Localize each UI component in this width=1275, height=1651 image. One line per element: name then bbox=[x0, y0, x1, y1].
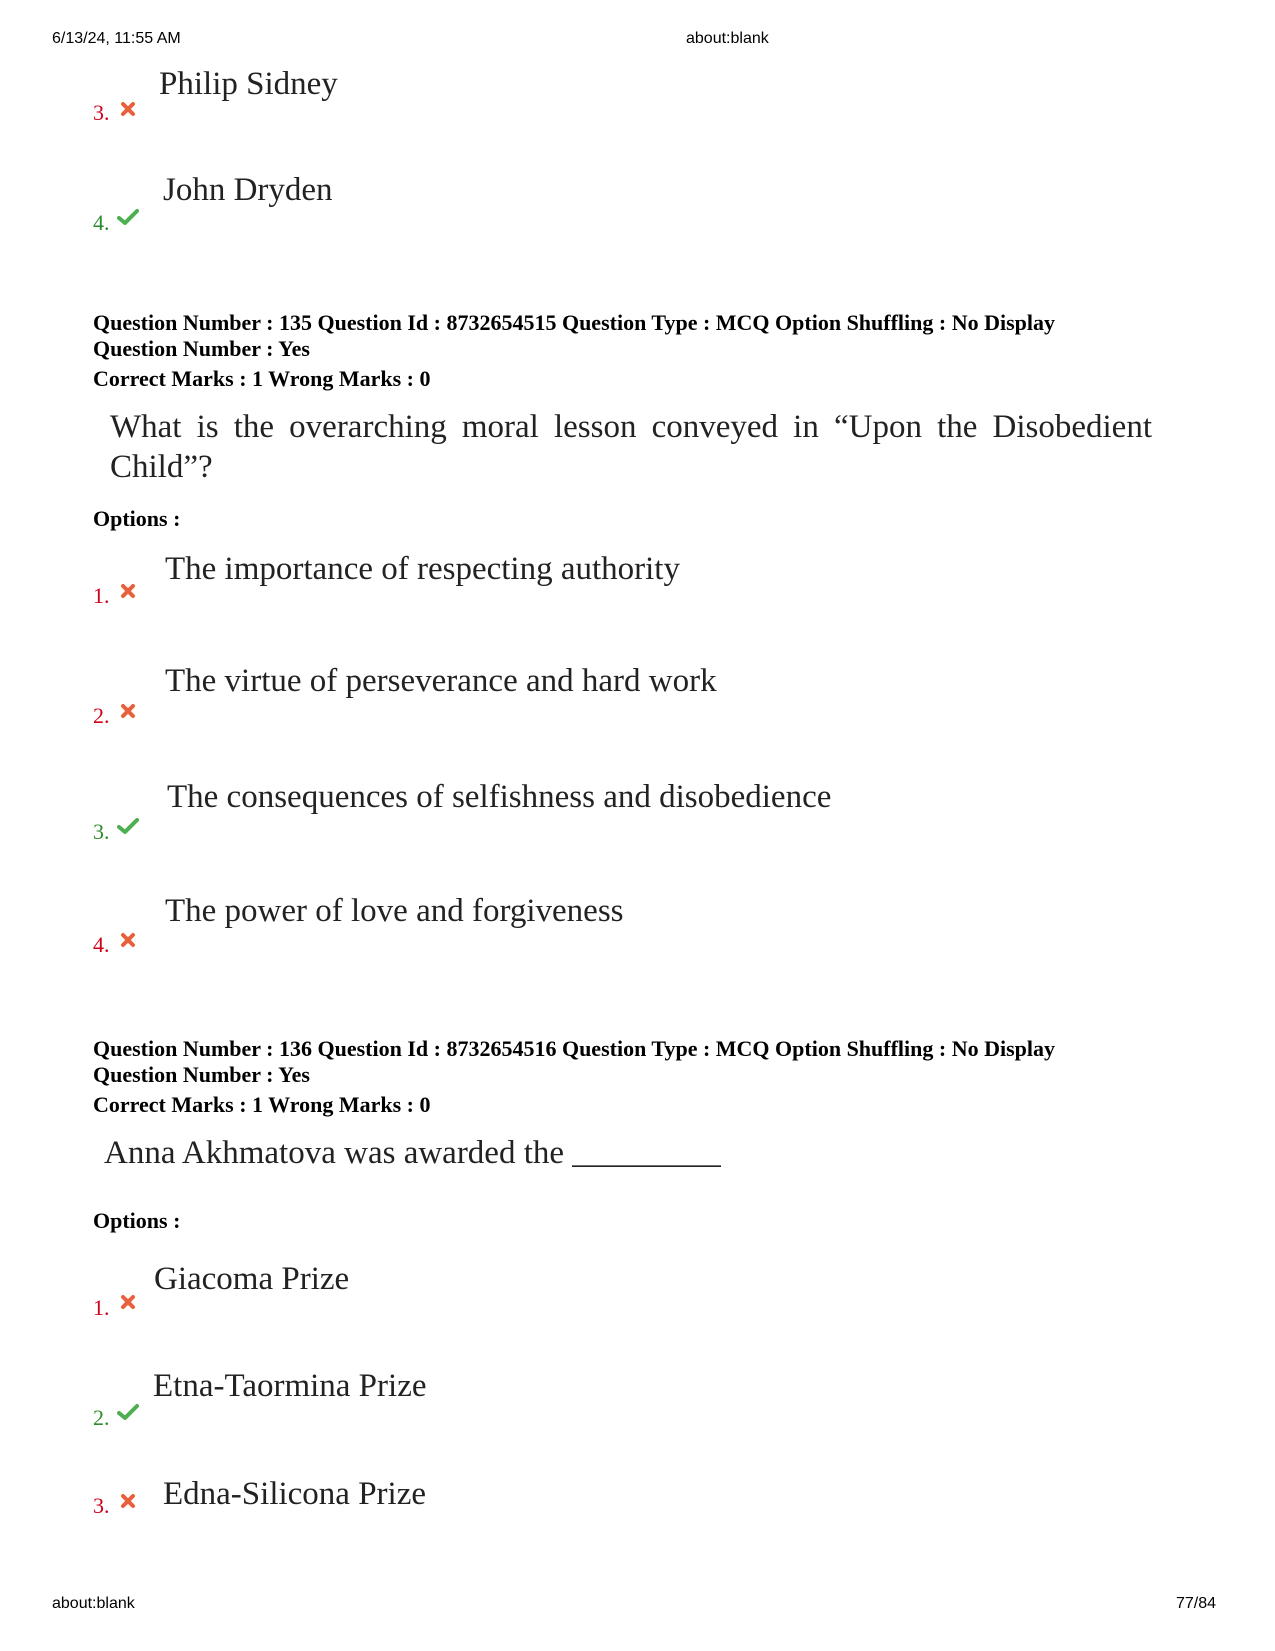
print-title: about:blank bbox=[686, 30, 769, 47]
option-text: Edna-Silicona Prize bbox=[163, 1476, 427, 1512]
print-page-number: 77/84 bbox=[1176, 1595, 1217, 1612]
cross-icon bbox=[119, 1293, 137, 1311]
option-number: 1. bbox=[93, 1295, 110, 1320]
option-number: 2. bbox=[93, 703, 110, 728]
option-text: The consequences of selfishness and disobedience bbox=[167, 779, 832, 815]
option-number: 3. bbox=[93, 100, 110, 125]
cross-icon bbox=[119, 1492, 137, 1510]
cross-icon bbox=[119, 582, 137, 600]
option-text: Giacoma Prize bbox=[154, 1261, 350, 1297]
option-text: The virtue of perseverance and hard work bbox=[165, 663, 717, 699]
question-marks: Correct Marks : 1 Wrong Marks : 0 bbox=[93, 366, 431, 391]
option-text: Philip Sidney bbox=[159, 66, 338, 102]
options-label: Options : bbox=[93, 506, 181, 531]
option-number: 1. bbox=[93, 583, 110, 608]
cross-icon bbox=[119, 931, 137, 949]
option-number: 4. bbox=[93, 210, 110, 235]
option-number: 3. bbox=[93, 819, 110, 844]
question-meta-line2: Question Number : Yes bbox=[93, 336, 310, 361]
check-icon bbox=[117, 208, 139, 226]
option-number: 4. bbox=[93, 932, 110, 957]
options-label: Options : bbox=[93, 1208, 181, 1233]
option-text: The power of love and forgiveness bbox=[165, 893, 624, 929]
print-footer-url: about:blank bbox=[52, 1595, 135, 1612]
check-icon bbox=[117, 1403, 139, 1421]
print-datetime: 6/13/24, 11:55 AM bbox=[52, 30, 181, 47]
option-number: 2. bbox=[93, 1405, 110, 1430]
cross-icon bbox=[119, 702, 137, 720]
option-text: The importance of respecting authority bbox=[165, 551, 680, 587]
option-number: 3. bbox=[93, 1493, 110, 1518]
question-text: What is the overarching moral lesson conveyed in “Upon the Disobedient Child”? bbox=[110, 409, 1152, 485]
question-meta-line1: Question Number : 136 Question Id : 8732654516 Question Type : MCQ Option Shuffling : No Display bbox=[93, 1036, 1056, 1061]
option-text: John Dryden bbox=[163, 172, 333, 208]
option-text: Etna-Taormina Prize bbox=[153, 1368, 427, 1404]
cross-icon bbox=[119, 100, 137, 118]
question-marks: Correct Marks : 1 Wrong Marks : 0 bbox=[93, 1092, 431, 1117]
question-meta-line1: Question Number : 135 Question Id : 8732654515 Question Type : MCQ Option Shuffling : No Display bbox=[93, 310, 1056, 335]
question-text: Anna Akhmatova was awarded the _________ bbox=[104, 1135, 721, 1171]
question-meta-line2: Question Number : Yes bbox=[93, 1062, 310, 1087]
check-icon bbox=[117, 817, 139, 835]
